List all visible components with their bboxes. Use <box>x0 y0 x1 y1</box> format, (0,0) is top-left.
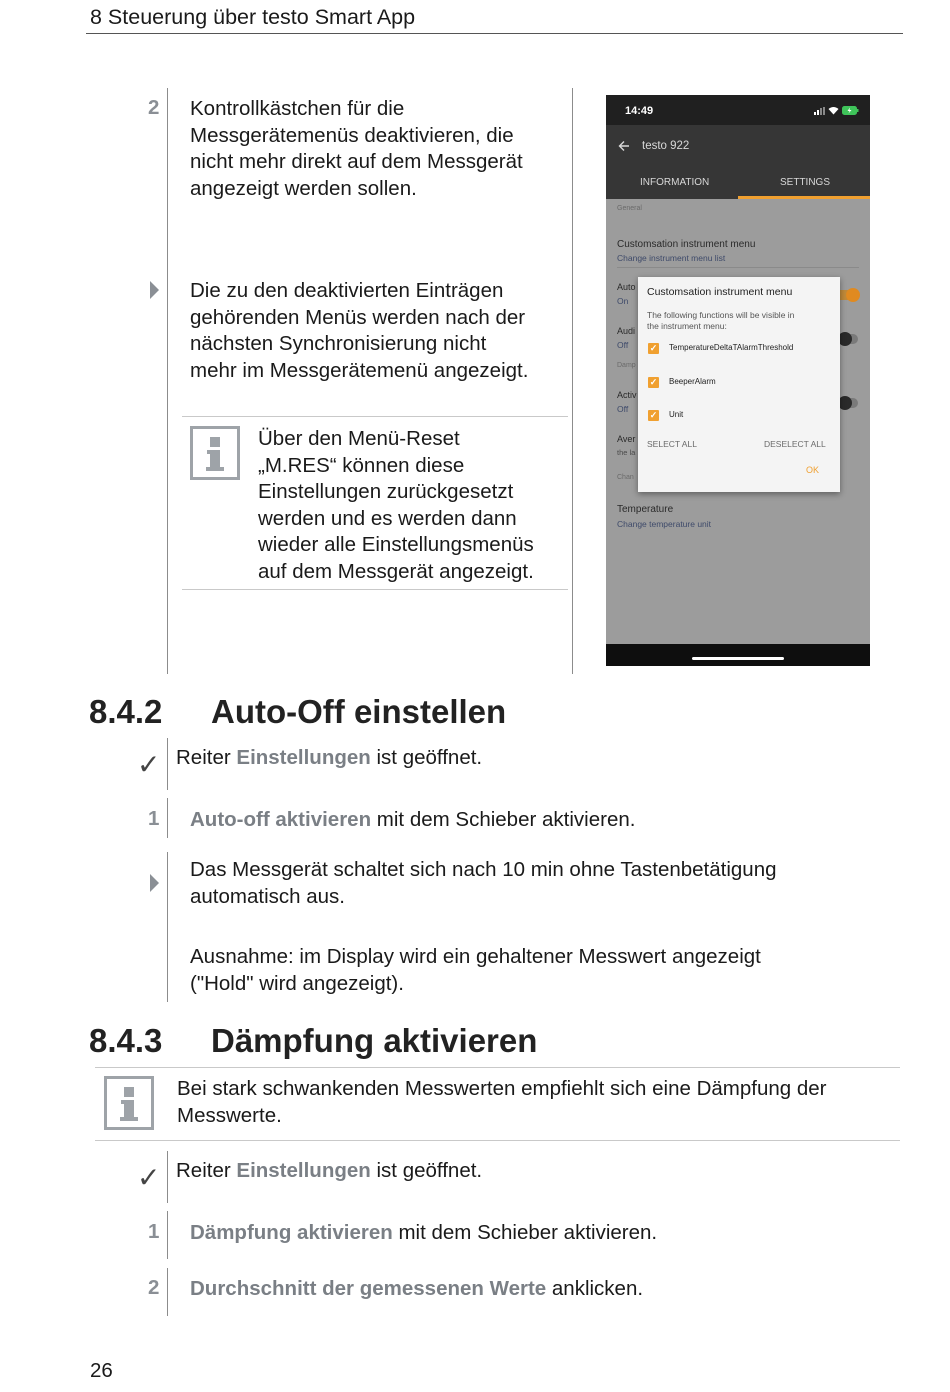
setting-subtitle: Change temperature unit <box>617 519 712 529</box>
toggle-knob <box>838 332 852 346</box>
step-number: 2 <box>148 1276 160 1299</box>
info-icon <box>190 426 240 480</box>
checkmark-icon: ✓ <box>137 1162 161 1193</box>
checkbox-checked-icon[interactable]: ✓ <box>649 377 658 387</box>
section-title: Auto-Off einstellen <box>211 693 507 730</box>
back-arrow-icon[interactable] <box>618 140 630 152</box>
info-icon <box>104 1076 154 1130</box>
setting-subtitle: Off <box>617 404 629 414</box>
app-title: testo 922 <box>642 140 690 152</box>
setting-subtitle: the la <box>617 448 636 457</box>
ok-button[interactable]: OK <box>806 465 820 475</box>
setting-title[interactable]: Audi <box>617 326 636 336</box>
group-label: Chan <box>617 474 634 481</box>
step-text: Durchschnitt der gemessenen Werte anklicken. <box>190 1277 644 1300</box>
note-text: Bei stark schwankenden Messwerten empfiehlt sich eine Dämpfung der Messwerte. <box>177 1077 827 1127</box>
home-indicator[interactable] <box>692 657 784 660</box>
precondition-text: Reiter Einstellungen ist geöffnet. <box>176 746 483 769</box>
list-divider <box>617 267 859 268</box>
select-all-button[interactable]: SELECT ALL <box>647 439 697 449</box>
setting-subtitle: Change instrument menu list <box>617 253 726 263</box>
setting-title[interactable]: Activ <box>617 390 637 400</box>
setting-title[interactable]: Aver <box>617 434 636 444</box>
setting-subtitle: On <box>617 296 629 306</box>
note-text: Über den Menü-Reset „M.RES“ können diese Einstellungen zurückgesetzt werden und es werden dann wieder alle Einstellungsmenüs auf dem Messgerät angezeigt. <box>258 427 534 583</box>
setting-title[interactable]: Customsation instrument menu <box>617 239 756 250</box>
result-text: Die zu den deaktivierten Einträgen gehörenden Menüs werden nach der nächsten Synchronisierung nicht mehr im Messgerätemenü angezeigt. <box>190 279 529 382</box>
checkbox-checked-icon[interactable]: ✓ <box>649 343 658 353</box>
tab-information[interactable]: INFORMATION <box>640 177 710 188</box>
phone-home-bar <box>606 644 870 666</box>
phone-screenshot <box>606 95 870 666</box>
header-rule <box>86 33 903 34</box>
setting-subtitle: Off <box>617 340 629 350</box>
dialog-title: Customsation instrument menu <box>647 286 793 298</box>
step-rule-right <box>572 88 573 674</box>
precondition-text: Reiter Einstellungen ist geöffnet. <box>176 1159 483 1182</box>
step-number: 2 <box>148 96 160 119</box>
checkbox-checked-icon[interactable]: ✓ <box>649 410 658 420</box>
signal-icon <box>814 107 826 115</box>
status-time: 14:49 <box>625 105 654 117</box>
tab-settings[interactable]: SETTINGS <box>780 177 831 188</box>
dialog-description: The following functions will be visible in <box>647 310 795 320</box>
result-arrow-icon <box>150 281 159 299</box>
group-label: General <box>617 205 642 212</box>
step-rule <box>167 1211 168 1259</box>
result-text: Das Messgerät schaltet sich nach 10 min ohne Tastenbetätigung automatisch aus. <box>190 858 777 908</box>
precondition-rule <box>167 738 168 790</box>
toggle-knob <box>838 396 852 410</box>
page-number: 26 <box>90 1359 113 1382</box>
step-text: Auto-off aktivieren mit dem Schieber aktivieren. <box>190 808 636 831</box>
note-rule-top <box>182 416 568 417</box>
step-number: 1 <box>148 1220 160 1243</box>
section-number: 8.4.2 <box>89 693 163 730</box>
result-rule <box>167 852 168 1002</box>
setting-title[interactable]: Temperature <box>617 504 674 515</box>
wifi-icon <box>828 106 839 115</box>
step-rule-left <box>167 88 168 674</box>
step-text: Kontrollkästchen für die Messgerätemenüs deaktivieren, die nicht mehr direkt auf dem Messgerät angezeigt werden sollen. <box>190 97 523 200</box>
section-number: 8.4.3 <box>89 1022 163 1059</box>
app-header <box>606 125 870 199</box>
dialog-option[interactable]: TemperatureDeltaTAlarmThreshold <box>669 343 794 352</box>
setting-title[interactable]: Auto <box>617 282 636 292</box>
precondition-rule <box>167 1151 168 1203</box>
running-header: 8 Steuerung über testo Smart App <box>90 5 416 29</box>
dialog-option[interactable]: Unit <box>669 410 684 419</box>
deselect-all-button[interactable]: DESELECT ALL <box>764 439 826 449</box>
battery-icon <box>842 106 859 115</box>
step-number: 1 <box>148 807 160 830</box>
step-rule <box>167 1268 168 1316</box>
note-rule-bottom <box>95 1140 900 1141</box>
exception-text: Ausnahme: im Display wird ein gehaltener Messwert angezeigt ("Hold" wird angezeigt). <box>190 945 761 995</box>
checkmark-icon: ✓ <box>137 749 161 780</box>
toggle-knob <box>846 288 860 302</box>
group-label: Damp <box>617 362 636 369</box>
note-rule-top <box>95 1067 900 1068</box>
dialog-description: the instrument menu: <box>647 321 727 331</box>
step-rule <box>167 798 168 838</box>
dialog-option[interactable]: BeeperAlarm <box>669 377 716 386</box>
step-text: Dämpfung aktivieren mit dem Schieber aktivieren. <box>190 1221 658 1244</box>
result-arrow-icon <box>150 874 159 892</box>
section-title: Dämpfung aktivieren <box>211 1022 538 1059</box>
phone-status-bar <box>606 95 870 125</box>
customisation-dialog <box>638 277 840 492</box>
note-rule-bottom <box>182 589 568 590</box>
